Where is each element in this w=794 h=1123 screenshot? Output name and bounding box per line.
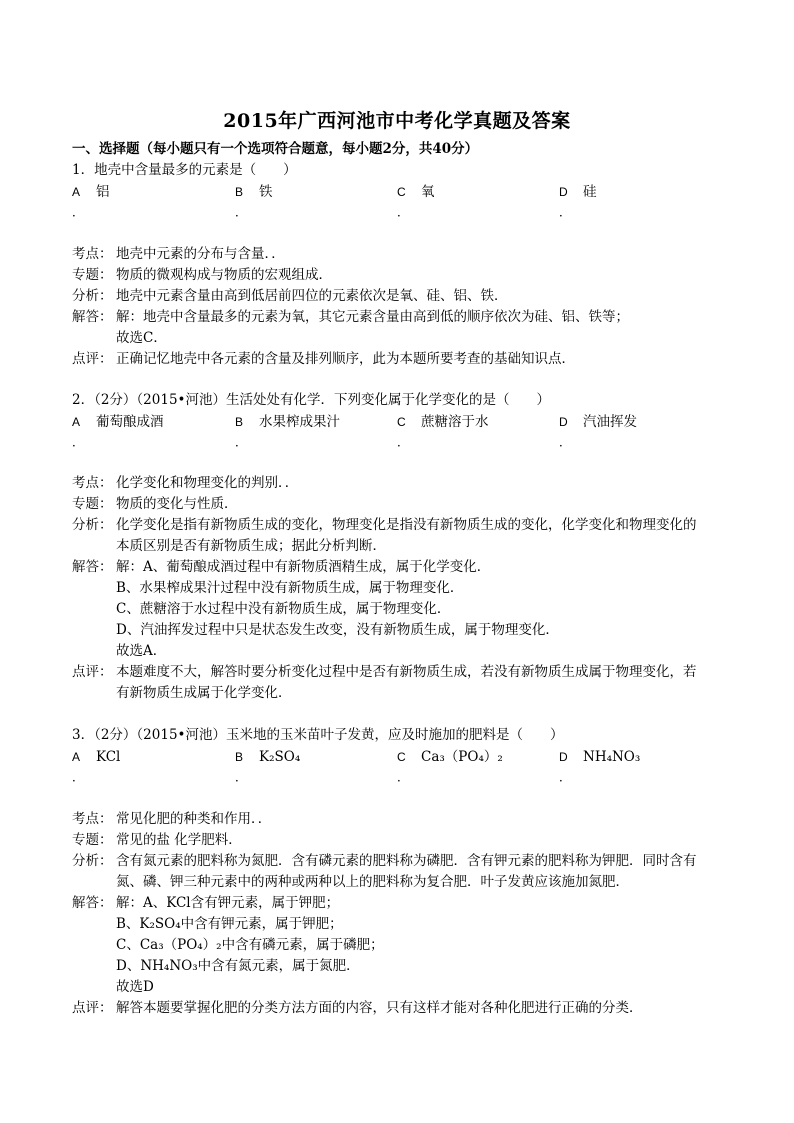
q2-jieda: 解答： 解：A、葡萄酿成酒过程中有新物质酒精生成，属于化学变化． [72,559,491,575]
q2-jieda-c: C、蔗糖溶于水过程中没有新物质生成，属于物理变化． [116,601,451,617]
option-d: D 汽油挥发 ． [559,414,637,449]
option-c: C 氧 ． [397,184,435,219]
q2-fenxi-cont: 本质区别是否有新物质生成；据此分析判断． [116,538,386,554]
option-d: D NH₄NO₃ ． [559,749,641,784]
question-2-options [72,412,732,452]
option-c: C 蔗糖溶于水 ． [397,414,489,449]
q1-answer: 故选C． [116,330,167,346]
q3-answer: 故选D [116,979,154,995]
q3-fenxi-cont: 氮、磷、钾三种元素中的两种或两种以上的肥料称为复合肥．叶子发黄应该施加氮肥． [116,874,629,890]
option-b: B 水果榨成果汁 ． [235,414,340,449]
q2-jieda-b: B、水果榨成果汁过程中没有新物质生成，属于物理变化． [116,580,464,596]
q1-kaodian: 考点： 地壳中元素的分布与含量．． [72,246,285,262]
question-2-stem: 2．（2分）（2015•河池）生活处处有化学．下列变化属于化学变化的是（ ） [72,392,550,408]
q2-kaodian: 考点： 化学变化和物理变化的判别．． [72,475,299,491]
q3-fenxi: 分析： 含有氮元素的肥料称为氮肥．含有磷元素的肥料称为磷肥．含有钾元素的肥料称为钾肥．同时含有 [72,853,697,869]
section-heading: 一、选择题（每小题只有一个选项符合题意，每小题2分，共40分） [72,141,479,157]
q3-jieda-b: B、K₂SO₄中含有钾元素，属于钾肥； [116,916,343,932]
question-3-options [72,747,732,787]
q3-jieda: 解答： 解：A、KCl含有钾元素，属于钾肥； [72,895,340,911]
q2-dianping-cont: 有新物质生成属于化学变化． [116,685,292,701]
option-b: B 铁 ． [235,184,273,219]
option-c: C Ca₃（PO₄）₂ ． [397,749,503,784]
q2-jieda-d: D、汽油挥发过程中只是状态发生改变，没有新物质生成，属于物理变化． [116,622,559,638]
q2-zhuanti: 专题： 物质的变化与性质． [72,496,238,512]
q3-jieda-c: C、Ca₃（PO₄）₂中含有磷元素，属于磷肥； [116,937,384,953]
q3-dianping: 点评： 解答本题要掌握化肥的分类方法方面的内容，只有这样才能对各种化肥进行正确的分类． [72,1000,643,1016]
option-a: A KCl ． [72,749,121,784]
q3-zhuanti: 专题： 常见的盐 化学肥料． [72,832,242,848]
question-1-stem: 1．地壳中含量最多的元素是（ ） [72,162,297,178]
question-3-stem: 3．（2分）（2015•河池）玉米地的玉米苗叶子发黄，应及时施加的肥料是（ ） [72,727,564,743]
q3-jieda-d: D、NH₄NO₃中含有氮元素，属于氮肥． [116,958,360,974]
option-b: B K₂SO₄ ． [235,749,301,784]
option-d: D 硅 ． [559,184,597,219]
document-title: 2015年广西河池市中考化学真题及答案 [223,110,571,132]
q1-zhuanti: 专题： 物质的微观构成与物质的宏观组成． [72,267,332,283]
q3-kaodian: 考点： 常见化肥的种类和作用．． [72,811,272,827]
question-1-options [72,182,732,222]
q2-dianping: 点评： 本题难度不大，解答时要分析变化过程中是否有新物质生成，若没有新物质生成属于物理变化，若 [72,664,697,680]
option-a: A 葡萄酿成酒 ． [72,414,164,449]
option-a: A 铝 ． [72,184,110,219]
q2-fenxi: 分析： 化学变化是指有新物质生成的变化，物理变化是指没有新物质生成的变化，化学变化和物理变化的 [72,517,697,533]
q2-answer: 故选A． [116,643,167,659]
q1-jieda: 解答： 解：地壳中含量最多的元素为氧，其它元素含量由高到低的顺序依次为硅、铝、铁等； [72,309,629,325]
q1-fenxi: 分析： 地壳中元素含量由高到低居前四位的元素依次是氧、硅、铝、铁． [72,288,508,304]
q1-dianping: 点评： 正确记忆地壳中各元素的含量及排列顺序，此为本题所要考查的基础知识点． [72,351,575,367]
